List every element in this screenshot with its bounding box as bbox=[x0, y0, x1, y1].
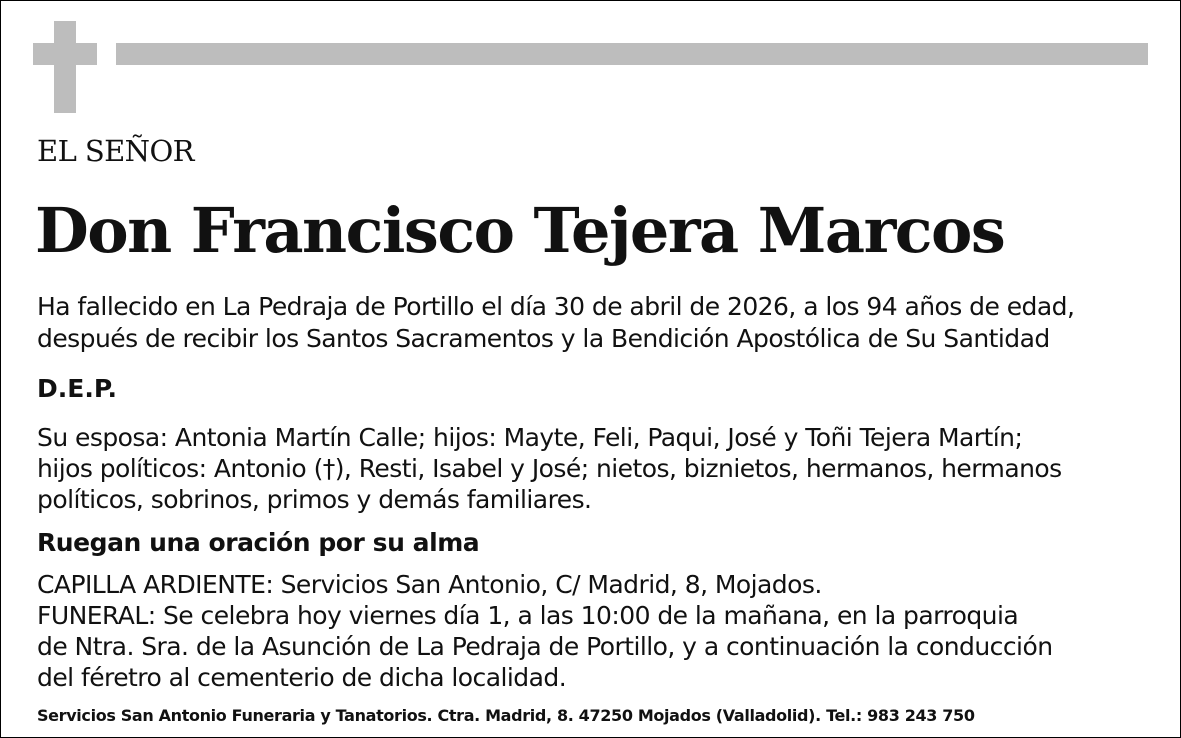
funeral-home-footer: Servicios San Antonio Funeraria y Tanatorios. Ctra. Madrid, 8. 47250 Mojados (Valladolid). Tel.: 983 243 750 bbox=[37, 706, 975, 725]
funeral-detail-line: del féretro al cementerio de dicha localidad. bbox=[37, 663, 567, 692]
death-announcement-line: Ha fallecido en La Pedraja de Portillo el día 30 de abril de 2026, a los 94 años de edad, bbox=[37, 292, 1075, 321]
family-line: Su esposa: Antonia Martín Calle; hijos: Mayte, Feli, Paqui, José y Toñi Tejera Martín; bbox=[37, 423, 1023, 452]
funeral-detail-line: de Ntra. Sra. de la Asunción de La Pedraja de Portillo, y a continuación la conducción bbox=[37, 632, 1053, 661]
header-rule bbox=[116, 43, 1148, 65]
family-line: hijos políticos: Antonio (†), Resti, Isabel y José; nietos, biznietos, hermanos, hermanos bbox=[37, 454, 1062, 483]
funeral-detail-line: CAPILLA ARDIENTE: Servicios San Antonio, C/ Madrid, 8, Mojados. bbox=[37, 570, 822, 599]
death-announcement-line: después de recibir los Santos Sacramentos y la Bendición Apostólica de Su Santidad bbox=[37, 324, 1050, 353]
title-prefix: EL SEÑOR bbox=[37, 134, 194, 168]
deceased-name: Don Francisco Tejera Marcos bbox=[35, 194, 1005, 267]
funeral-detail-line: FUNERAL: Se celebra hoy viernes día 1, a las 10:00 de la mañana, en la parroquia bbox=[37, 601, 1019, 630]
rip-label: D.E.P. bbox=[37, 374, 118, 403]
family-line: políticos, sobrinos, primos y demás familiares. bbox=[37, 485, 592, 514]
cross-vertical-bar bbox=[54, 21, 76, 113]
prayer-request: Ruegan una oración por su alma bbox=[37, 528, 480, 557]
cross-horizontal-bar bbox=[33, 43, 97, 65]
